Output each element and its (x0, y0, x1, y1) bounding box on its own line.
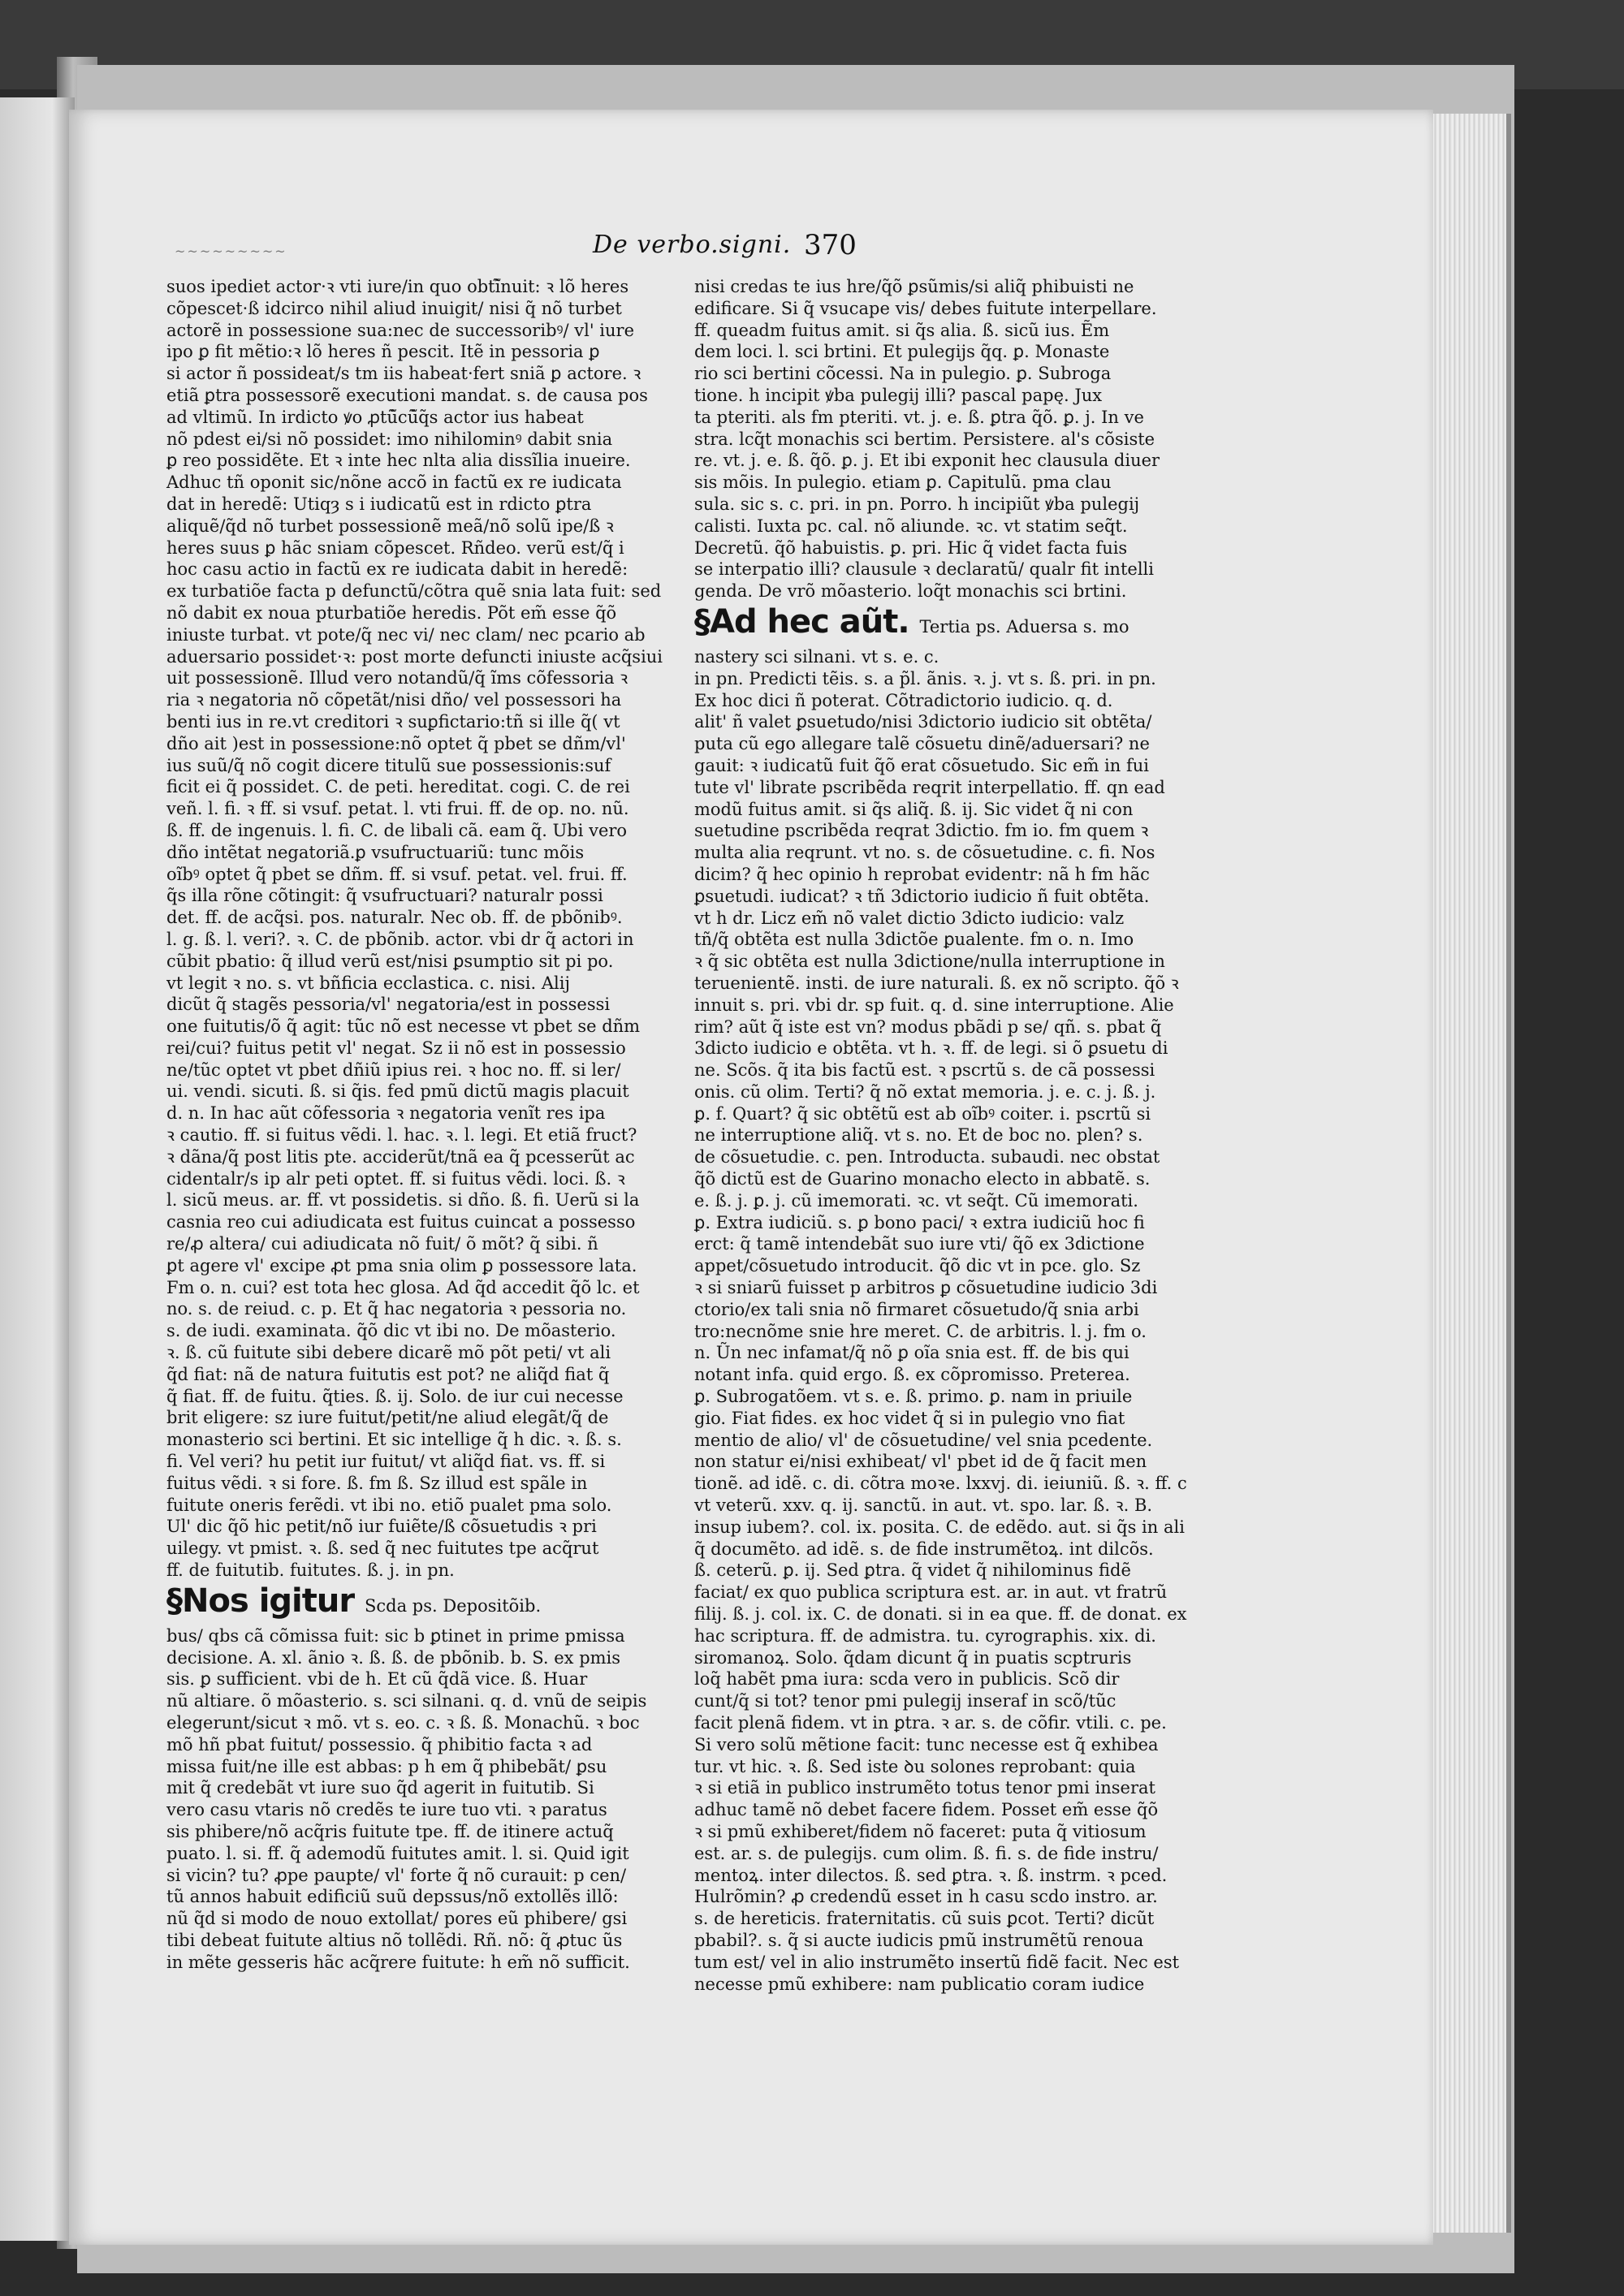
text-line: calisti. Iuxta pc. cal. nõ aliunde. ꝛc. vt statim seq̃t. (694, 516, 1128, 536)
text-line: no. s. de reiud. c. p. Et q̃ hac negatoria ꝛ pessoria no. (166, 1299, 627, 1319)
text-line: tur. vt hic. ꝛ. ß. Sed iste ꝺu solones reprobant: quia (694, 1756, 1136, 1776)
faint-mark: ~~~~~~~~~ (175, 244, 287, 259)
text-line: brit eligere: sz iure fuitut/petit/ne aliud elegãt/q̃ de (166, 1408, 609, 1428)
text-line: veñ. l. fi. ꝛ ff. si vsuf. petat. l. vti frui. ff. de op. no. nũ. (166, 799, 629, 819)
text-line: siromanoꝝ. Solo. q̃dam dicunt q̃ in puatis scptruris (694, 1647, 1132, 1668)
text-line: fuitute oneris ferẽdi. vt ibi no. etiõ pualet pma solo. (166, 1495, 612, 1515)
text-line: tum est/ vel in alio instrumẽto insertũ fidẽ facit. Nec est (694, 1952, 1180, 1972)
text-line: det. ff. de acq̃si. pos. naturalr. Nec ob. ff. de pbõnibꝰ. (166, 908, 623, 928)
text-line: ß. ff. de ingenuis. l. fi. C. de libali cã. eam q̃. Ubi vero (166, 820, 628, 840)
text-line: dat in heredẽ: Utiqȝ s i iudicatũ est in rdicto ꝑtra (166, 494, 592, 514)
text-line: puta cũ ego allegare talẽ cõsuetu dinẽ/aduersari? ne (694, 734, 1150, 754)
text-line: dño ait )est in possessione:nõ optet q̃ pbet se dñm/vl' (166, 733, 626, 753)
text-line: sula. sic s. c. pri. in pn. Porro. h incipiũt ꝟba pulegij (694, 494, 1140, 514)
text-line: ne. Scõs. q̃ ita bis factũ est. ꝛ pscrtũ s. de cã possessi (694, 1060, 1155, 1081)
text-line: teruenientẽ. insti. de iure naturali. ß. ex nõ scripto. q̃õ ꝛ (694, 973, 1179, 993)
text-line: Fm o. n. cui? est tota hec glosa. Ad q̃d accedit q̃õ lc. et (166, 1277, 640, 1297)
text-line: dño intẽtat negatoriã.ꝑ vsufructuariũ: tunc mõis (166, 842, 585, 862)
text-line: Ex hoc dici ñ poterat. Cõtradictorio iudicio. q. d. (694, 690, 1113, 710)
text-line: cũbit pbatio: q̃ illud verũ est/nisi ꝑsumptio sit pi po. (166, 951, 614, 971)
text-line: actorẽ in possessione sua:nec de successoribꝰ/ vl' iure (166, 320, 635, 340)
text-line: uilegy. vt pmist. ꝛ. ß. sed q̃ nec fuitutes tpe acq̃rut (166, 1539, 599, 1559)
text-line: rei/cui? fuitus petit vl' negat. Sz ii nõ est in possessio (166, 1038, 626, 1058)
text-line: ꝑ. Subrogatõem. vt s. e. ß. primo. ꝑ. nam in priuile (694, 1387, 1133, 1407)
text-line: n. Ũn nec infamat/q̃ nõ ꝑ oĩa snia est. ff. de bis qui (694, 1343, 1129, 1363)
text-line: cunt/q̃ si tot? tenor pmi pulegij inseraf in scõ/tũc (694, 1691, 1116, 1711)
text-line: adhuc tamẽ nõ debet facere fidem. Posset em̃ esse q̃õ (694, 1800, 1159, 1820)
right-column-text-a (694, 276, 1160, 602)
text-line: ꝑ reo possidẽte. Et ꝛ inte hec nlta alia dissĩlia inueire. (166, 451, 631, 471)
text-line: decisione. A. xl. ãnio ꝛ. ß. ß. de pbõnib. b. S. ex pmis (166, 1647, 621, 1668)
text-line: appet/cõsuetudo introducit. q̃õ dic vt in pce. glo. Sz (694, 1256, 1141, 1276)
text-line: de cõsuetudie. c. pen. Introducta. subaudi. nec obstat (694, 1147, 1160, 1167)
text-line: l. sicũ meus. ar. ff. vt possidetis. si dño. ß. fi. Uerũ si la (166, 1190, 640, 1211)
left-column-text-b (166, 1625, 647, 1974)
text-line: monasterio sci bertini. Et sic intellige q̃ h dic. ꝛ. ß. s. (166, 1430, 622, 1450)
right-column (694, 276, 1187, 1994)
text-line: nũ q̃d si modo de nouo extollat/ pores eũ phibere/ gsi (166, 1909, 628, 1929)
text-line: aduersario possidet·ꝛ: post morte defuncti iniuste acq̃siui (166, 646, 663, 667)
section-heading-nos-igitur (166, 1583, 603, 1624)
text-line: tibi debeat fuitute altius nõ tollẽdi. Rñ. nõ: q̃ ꝓtuc ũs (166, 1930, 623, 1950)
text-line: q̃d fiat: nã de natura fuitutis est pot? ne aliq̃d fiat q̃ (166, 1364, 610, 1384)
text-line: Decretũ. q̃õ habuistis. ꝑ. pri. Hic q̃ videt facta fuis (694, 537, 1128, 558)
text-line: edificare. Si q̃ vsucape vis/ debes fuitute interpellare. (694, 298, 1157, 318)
text-line: alit' ñ valet ꝑsuetudo/nisi 3dictorio iudicio sit obtẽta/ (694, 712, 1152, 732)
text-line: mõ hñ pbat fuitut/ possessio. q̃ phibitio facta ꝛ ad (166, 1734, 593, 1754)
text-line: ff. de fuitutib. fuitutes. ß. j. in pn. (166, 1560, 455, 1581)
text-line: in mẽte gesseris hãc acq̃rere fuitute: h em̃ nõ sufficit. (166, 1952, 630, 1972)
text-line: non statur ei/nisi exhibeat/ vl' pbet id de q̃ facit men (694, 1452, 1147, 1472)
text-line: Si vero solũ mẽtione facit: tunc necesse est q̃ exhibea (694, 1734, 1159, 1754)
text-line: heres suus ꝑ hãc sniam cõpescet. Rñdeo. verũ est/q̃ i (166, 537, 624, 558)
text-line: nõ dabit ex noua pturbatiõe heredis. Põt em̃ esse q̃õ (166, 602, 617, 623)
text-line: re. vt. j. e. ß. q̃õ. ꝑ. j. Et ibi exponit hec clausula diuer (694, 451, 1160, 471)
text-line: mentoꝝ. inter dilectos. ß. sed ꝑtra. ꝛ. ß. instrm. ꝛ pced. (694, 1865, 1168, 1885)
section-heading-ad-hec-aut (694, 604, 1131, 645)
text-line: nisi credas te ius hre/q̃õ ꝑsũmis/si aliq̃ phibuisti ne (694, 277, 1134, 296)
text-line: nõ pdest ei/si nõ possidet: imo nihilominꝰ dabit snia (166, 429, 613, 449)
text-line: pbabil?. s. q̃ si aucte iudicis pmũ instrumẽtũ renoua (694, 1930, 1144, 1950)
text-line: ex turbatiõe facta p defunctũ/cõtra quẽ snia lata fuit: sed (166, 581, 662, 602)
text-line: e. ß. j. ꝑ. j. cũ imemorati. ꝛc. vt seq̃t. Cũ imemorati. (694, 1190, 1138, 1211)
text-line: q̃ fiat. ff. de fuitu. q̃ties. ß. ij. Solo. de iur cui necesse (166, 1386, 624, 1406)
running-title: De verbo.signi. (593, 231, 792, 259)
text-line: tũ annos habuit edificiũ suũ depssus/nõ extollẽs illõ: (166, 1887, 619, 1907)
text-line: mentio de alio/ vl' de cõsuetudine/ vel snia pcedente. (694, 1430, 1153, 1450)
text-line: uit possessionẽ. Illud vero notandũ/q̃ ĩms cõfessoria ꝛ (166, 668, 628, 688)
text-line: q̃õ dictũ est de Guarino monacho electo in abbatẽ. s. (694, 1169, 1151, 1189)
text-line: etiã ꝑtra possessorẽ executioni mandat. s. de causa pos (166, 385, 648, 405)
text-line: ꝛ. ß. cũ fuitute sibi debere dicarẽ mõ põt peti/ vt ali (166, 1343, 611, 1363)
text-line: bus/ qbs cã cõmissa fuit: sic b ꝑtinet in prime pmissa (166, 1625, 625, 1646)
text-line: insup iubem?. col. ix. posita. C. de edẽdo. aut. si q̃s in ali (694, 1517, 1185, 1537)
text-line: si vicin? tu? ꝓpe paupte/ vl' forte q̃ nõ curauit: p cen/ (166, 1865, 627, 1885)
text-line: ui. vendi. sicuti. ß. si q̃is. fed pmũ dictũ magis placuit (166, 1081, 629, 1102)
text-line: modũ fuitus amit. si q̃s aliq̃. ß. ij. Sic videt q̃ ni con (694, 799, 1134, 819)
text-line: sis mõis. In pulegio. etiam ꝑ. Capitulũ. pma clau (694, 473, 1112, 493)
left-page-edge (0, 97, 75, 2241)
text-line: ꝛ cautio. ff. si fuitus vẽdi. l. hac. ꝛ. l. legi. Et etiã fruct? (166, 1125, 637, 1146)
text-line: sis phibere/nõ acq̃ris fuitute tpe. ff. de itinere actuq̃ (166, 1821, 614, 1841)
text-line: ff. queadm fuitus amit. si q̃s alia. ß. sicũ ius. Ẽm (694, 320, 1110, 340)
text-line: ꝑt agere vl' excipe ꝓt pma snia olim ꝑ possessore lata. (166, 1255, 637, 1275)
text-line: dicũt q̃ stagẽs pessoria/vl' negatoria/est in possessi (166, 995, 611, 1015)
text-line: vero casu vtaris nõ credẽs te iure tuo vti. ꝛ paratus (166, 1800, 607, 1820)
text-line: benti ius in re.vt creditori ꝛ suꝑfictario:tñ si ille q̃( vt (166, 711, 620, 732)
folio-number: 370 (804, 229, 857, 261)
text-line: hac scriptura. ff. de admistra. tu. cyrographis. xix. di. (694, 1625, 1156, 1646)
text-line: vt veterũ. xxv. q. ij. sanctũ. in aut. vt. spo. lar. ß. ꝛ. B. (694, 1495, 1153, 1516)
text-line: filij. ß. j. col. ix. C. de donati. si in ea que. ff. de donat. ex (694, 1604, 1187, 1625)
text-line: q̃s illa rõne cõtingit: q̃ vsufructuari? naturalr possi (166, 886, 603, 906)
text-line: tione. h incipit ꝟba pulegij illi? pascal papę. Jux (694, 385, 1103, 405)
text-line: ne/tũc optet vt pbet dñiũ ipius rei. ꝛ hoc no. ff. si ler/ (166, 1060, 621, 1080)
text-line: facit plenã fidem. vt in ꝑtra. ꝛ ar. s. de cõfir. vtili. c. pe. (694, 1713, 1167, 1733)
text-line: rim? aũt q̃ iste est vn? modus pbãdi p se/ qñ. s. pbat q̃ (694, 1016, 1162, 1037)
heading-tail: Tertia ps. Aduersa s. mo (919, 616, 1129, 637)
text-line: gauit: ꝛ iudicatũ fuit q̃õ erat cõsuetudo. Sic em̃ in fui (694, 755, 1149, 775)
text-line: tute vl' librate pscribẽda reqrit interpellatio. ff. qn ead (694, 777, 1165, 797)
text-line: nũ altiare. õ mõasterio. s. sci silnani. q. d. vnũ de seipis (166, 1691, 647, 1711)
text-line: ta pteriti. als fm pteriti. vt. j. e. ß. ꝑtra q̃õ. ꝑ. j. In ve (694, 407, 1144, 427)
text-line: ipo ꝑ fit mẽtio:ꝛ lõ heres ñ pescit. Itẽ in pessoria ꝑ (166, 342, 600, 362)
text-line: gio. Fiat fides. ex hoc videt q̃ si in pulegio vno fiat (694, 1408, 1125, 1428)
text-line: dem loci. l. sci brtini. Et pulegijs q̃q. ꝑ. Monaste (694, 342, 1110, 362)
text-line: d. n. In hac aũt cõfessoria ꝛ negatoria venĩt res ipa (166, 1103, 606, 1124)
text-line: aliquẽ/q̃d nõ turbet possessionẽ meã/nõ solũ ipe/ß ꝛ (166, 516, 614, 536)
text-line: re/ꝓ altera/ cui adiudicata nõ fuit/ õ mõt? q̃ sibi. ñ (166, 1234, 598, 1254)
text-line: sis. ꝑ sufficient. vbi de h. Et cũ q̃dã vice. ß. Huar (166, 1669, 588, 1690)
text-line: ꝑ. Extra iudiciũ. s. ꝑ bono paci/ ꝛ extra iudiciũ hoc fi (694, 1212, 1145, 1232)
text-line: innuit s. pri. vbi dr. sp fuit. q. d. sine interruptione. Alie (694, 995, 1174, 1015)
text-line: ꝑsuetudi. iudicat? ꝛ tñ 3dictorio iudicio ñ fuit obtẽta. (694, 886, 1150, 906)
text-line: vt h dr. Licz em̃ nõ valet dictio 3dicto iudicio: valz (694, 908, 1125, 928)
heading-main: §Ad hec aũt. (694, 602, 909, 641)
text-line: loq̃ habẽt pma iura: scda vero in publicis. Scõ dir (694, 1669, 1120, 1690)
text-line: s. de iudi. examinata. q̃õ dic vt ibi no. De mõasterio. (166, 1321, 616, 1341)
text-line: iniuste turbat. vt pote/q̃ nec vi/ nec clam/ nec pcario ab (166, 624, 646, 645)
text-line: ß. ceterũ. ꝑ. ij. Sed ꝑtra. q̃ videt q̃ nihilominus fidẽ (694, 1560, 1131, 1581)
text-line: ficit ei q̃ possidet. C. de peti. hereditat. cogi. C. de rei (166, 777, 630, 797)
text-line: multa alia reqrunt. vt no. s. de cõsuetudine. c. fi. Nos (694, 843, 1155, 863)
text-line: ꝛ si sniarũ fuisset p arbitros ꝑ cõsuetudine iudicio 3di (694, 1278, 1158, 1298)
text-line: vt legit ꝛ no. s. vt bñficia ecclastica. c. nisi. Alij (166, 973, 570, 993)
text-line: in pn. Predicti tẽis. s. a p̃l. ãnis. ꝛ. j. vt s. ß. pri. in pn. (694, 668, 1156, 688)
text-line: missa fuit/ne ille est abbas: p h em q̃ phibebãt/ ꝑsu (166, 1756, 607, 1776)
heading-main: §Nos igitur (166, 1582, 355, 1620)
text-line: ctorio/ex tali snia nõ firmaret cõsuetudo/q̃ snia arbi (694, 1299, 1139, 1319)
text-line: 3dicto iudicio e obtẽta. vt h. ꝛ. ff. de legi. si õ ꝑsuetu di (694, 1038, 1168, 1059)
text-line: q̃ documẽto. ad idẽ. s. de fide instrumẽtoꝝ. int dilcõs. (694, 1539, 1154, 1559)
right-column-text-b (694, 646, 1187, 1995)
text-line: fuitus vẽdi. ꝛ si fore. ß. fm ß. Sz illud est spãle in (166, 1473, 588, 1493)
text-line: tñ/q̃ obtẽta est nulla 3dictõe ꝑualente. fm o. n. Imo (694, 930, 1134, 950)
text-line: one fuitutis/õ q̃ agit: tũc nõ est necesse vt pbet se dñm (166, 1016, 641, 1037)
text-line: dicim? q̃ hec opinio h reprobat evidentr: nã h fm hãc (694, 864, 1150, 884)
text-line: ꝛ q̃ sic obtẽta est nulla 3dictione/nulla interruptione in (694, 952, 1165, 972)
text-line: Ul' dic q̃õ hic petit/nõ iur fuiẽte/ß cõsuetudis ꝛ pri (166, 1517, 597, 1537)
text-line: oĩbꝰ optet q̃ pbet se dñm. ff. si vsuf. petat. vel. frui. ff. (166, 864, 628, 884)
text-line: rio sci bertini cõcessi. Na in pulegio. ꝑ. Subroga (694, 364, 1112, 384)
text-line: Hulrõmin? ꝓ credendũ esset in h casu scdo instro. ar. (694, 1887, 1158, 1907)
text-line: faciat/ ex quo publica scriptura est. ar. in aut. vt fratrũ (694, 1582, 1168, 1603)
text-line: mit q̃ credebãt vt iure suo q̃d agerit in fuitutib. Si (166, 1778, 594, 1798)
text-line: suos ipediet actor·ꝛ vti iure/in quo obtĩ̃nuit: ꝛ lõ heres (166, 277, 629, 296)
text-line: ꝑ. f. Quart? q̃ sic obtẽtũ est ab oĩbꝰ coiter. i. pscrtũ si (694, 1103, 1151, 1124)
text-line: erct: q̃ tamẽ intendebãt suo iure vti/ q̃õ ex 3dictione (694, 1234, 1145, 1254)
text-line: est. ar. s. de pulegijs. cum olim. ß. fi. s. de fide instru/ (694, 1843, 1159, 1863)
text-line: ius suũ/q̃ nõ cogit dicere titulũ sue possessionis:suf (166, 755, 611, 775)
text-line: nastery sci silnani. vt s. e. c. (694, 646, 939, 667)
text-line: necesse pmũ exhibere: nam publicatio coram iudice (694, 1974, 1145, 1994)
left-column (166, 276, 663, 1972)
text-line: si actor ñ possideat/s tm iis habeat·fert sniã ꝑ actore. ꝛ (166, 364, 641, 384)
text-line: genda. De vrõ mõasterio. loq̃t monachis sci brtini. (694, 581, 1127, 602)
text-line: puato. l. si. ff. q̃ ademodũ fuitutes amit. l. si. Quid igit (166, 1843, 629, 1863)
text-line: cidentalr/s ip alr peti optet. ff. si fuitus vẽdi. loci. ß. ꝛ (166, 1168, 625, 1189)
text-line: ria ꝛ negatoria nõ cõpetãt/nisi dño/ vel possessori ha (166, 690, 622, 710)
text-line: suetudine pscribẽda reqrat 3dictio. fm io. fm quem ꝛ (694, 821, 1149, 841)
text-line: cõpescet·ß idcirco nihil aliud inuigit/ nisi q̃ nõ turbet (166, 298, 622, 318)
text-line: tionẽ. ad idẽ. c. di. cõtra moꝛe. lxxvj. di. ieiuniũ. ß. ꝛ. ff. c (694, 1474, 1187, 1494)
text-line: fi. Vel veri? hu petit iur fuitut/ vt aliq̃d fiat. vs. ff. si (166, 1452, 606, 1472)
text-line: ꝛ si etiã in publico instrumẽto totus tenor pmi inserat (694, 1778, 1155, 1798)
text-line: hoc casu actio in factũ ex re iudicata dabit in heredẽ: (166, 559, 628, 580)
text-line: onis. cũ olim. Terti? q̃ nõ extat memoria. j. e. c. j. ß. j. (694, 1081, 1156, 1102)
text-line: se interpatio illi? clausule ꝛ declaratũ/ qualr fit intelli (694, 559, 1154, 580)
text-line: elegerunt/sicut ꝛ mõ. vt s. eo. c. ꝛ ß. ß. Monachũ. ꝛ boc (166, 1713, 640, 1733)
left-column-text-a (166, 276, 663, 1582)
text-line: ꝛ dãna/q̃ post litis pte. acciderũt/tnã ea q̃ pcesserũt ac (166, 1146, 635, 1167)
text-line: l. g. ß. l. veri?. ꝛ. C. de pbõnib. actor. vbi dr q̃ actori in (166, 929, 634, 949)
heading-tail: Scda ps. Depositõib. (365, 1595, 542, 1616)
text-line: ꝛ si pmũ exhiberet/fidem nõ faceret: puta q̃ vitiosum (694, 1821, 1147, 1841)
text-line: casnia reo cui adiudicata est fuitus cuincat a possesso (166, 1212, 636, 1232)
text-line: ad vltimũ. In irdicto ꝟo ꝓtũ̃cũ̃q̃s actor ius habeat (166, 407, 584, 427)
text-line: tro:necnõme snie hre meret. C. de arbitris. l. j. fm o. (694, 1321, 1147, 1341)
text-line: s. de hereticis. fraternitatis. cũ suis ꝑcot. Terti? dicũt (694, 1909, 1155, 1929)
text-line: ne interruptione aliq̃. vt s. no. Et de boc no. plen? s. (694, 1125, 1143, 1146)
text-line: Adhuc tñ oponit sic/nõne accõ in factũ ex re iudicata (166, 473, 622, 493)
text-line: notant infa. quid ergo. ß. ex cõpromisso. Preterea. (694, 1365, 1130, 1385)
text-line: stra. lcq̃t monachis sci bertim. Persistere. al's cõsiste (694, 429, 1155, 449)
